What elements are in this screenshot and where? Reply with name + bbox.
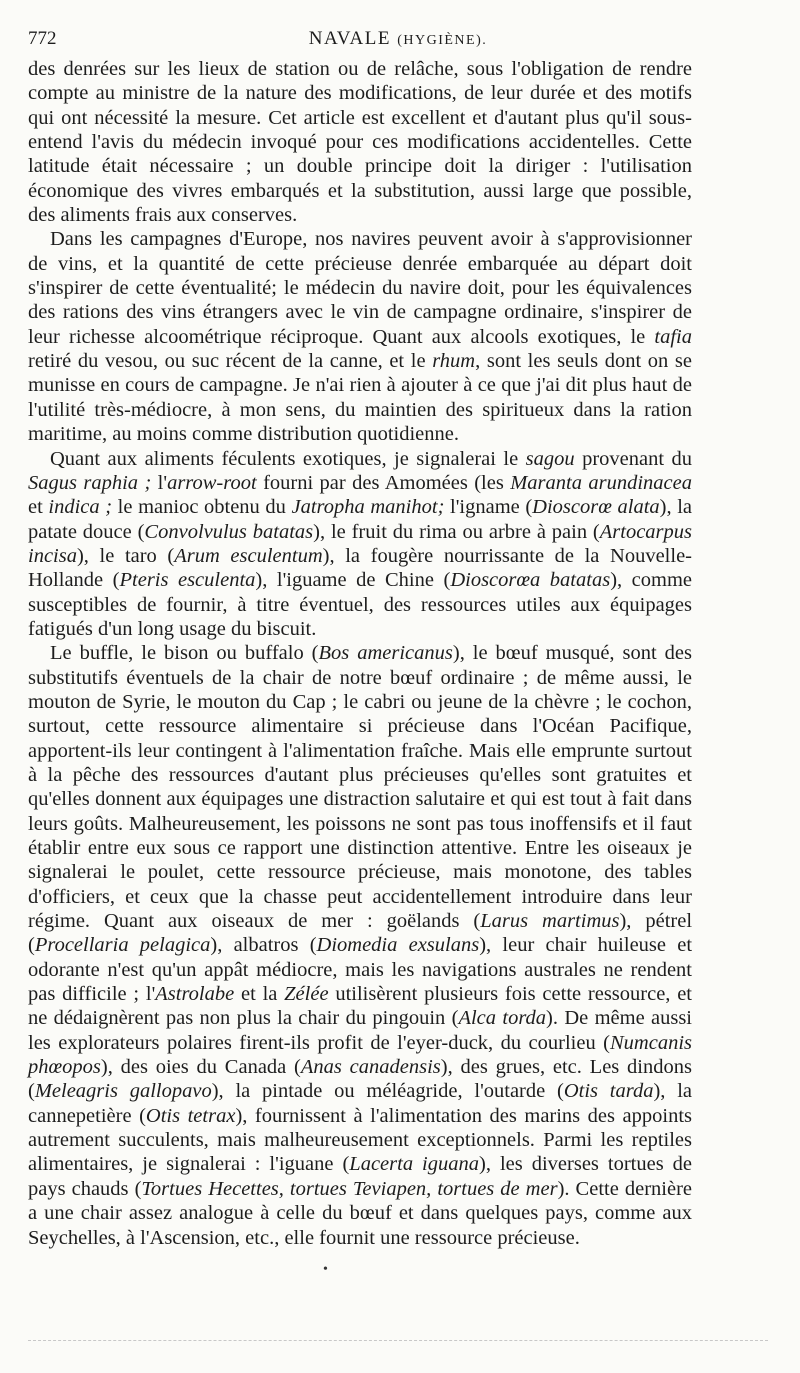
text-run: ), le fruit du rima ou arbre à pain ( [313,520,600,543]
text-run: ), le bœuf musqué, sont des substitutifs éventuels de la chair de notre bœuf ordinaire ; de même aussi, le mouton de Syrie, le mouton du Cap ; le cabri ou jeune de la chèvre ; le cochon, surtout, cette ressource alimentaire si précieuse dans l'Océan Pacifique, apportent-ils leur contingent à l'alimentation fraîche. Mais elle emprunte surtout à la pêche des ressources d'autant plus précieuses qu'elles sont gratuites et qu'elles donnent aux équipages une distraction salutaire et qui est tout à fait dans leurs goûts. Malheureusement, les poissons ne sont pas tous inoffensifs et il faut établir entre eux sous ce rapport une distinction attentive. Entre les oiseaux je signalerai le poulet, cette ressource précieuse, mais monotone, des tables d'officiers, et ceux que la chasse peut accidentellement introduire dans leur régime. Quant aux oiseaux de mer : goëlands ( [28,642,692,933]
text-run: ), des oies du Canada ( [100,1056,301,1079]
scan-artifact-line [28,1340,768,1341]
paragraph [28,447,692,642]
italic-term: Arum esculentum [174,544,323,567]
italic-term: Convolvulus batatas [144,520,314,543]
text-run: ). Cette dernière a une chair assez analogue à celle du bœuf et dans quelques pays, comme aux Seychelles, à l'Ascension, etc., elle fournit une ressource précieuse. [28,1177,692,1249]
text-run: l'igname ( [444,496,533,519]
italic-term: tafia [654,325,692,348]
text-run: ), les diverses tortues de pays chauds ( [28,1153,693,1200]
italic-term: Lacerta iguana [349,1153,480,1176]
paragraph [28,641,692,1250]
text-run: retiré du vesou, ou suc récent de la canne, et le [28,350,433,373]
paragraph [28,227,692,446]
text-run: ), fournissent à l'alimentation des marins des appoints autrement succulents, mais malheureusement exceptionnels. Parmi les reptiles alimentaires, je signalerai : l'iguane ( [28,1104,692,1176]
text-run: l' [151,471,168,494]
text-run: ), leur chair huileuse et odorante n'est qu'un appât médiocre, mais les navigations australes ne rendent pas difficile ; l' [28,934,693,1006]
text-run: ), le taro ( [76,544,175,567]
text-run: ), albatros ( [210,934,317,957]
italic-term: sagou [525,447,575,470]
page-header [28,28,768,56]
italic-term: Artocarpus incisa [28,520,692,567]
text-run: et [28,496,49,519]
italic-term: Numcanis phœopos [28,1031,692,1079]
italic-term: Jatropha manihot; [291,496,445,519]
italic-term: Procellaria pelagica [34,934,211,957]
italic-term: Alca torda [458,1007,547,1030]
italic-term: Bos americanus [318,642,453,665]
running-title-sub: (HYGIÈNE). [397,33,488,48]
italic-term: Otis tarda [563,1080,654,1103]
italic-term: Zélée [284,983,329,1006]
text-run: , sont les seuls dont on se munisse en cours de campagne. Je n'ai rien à ajouter à ce que j'ai dit plus haut de l'utilité très-médiocre, à mon sens, du maintien des spiritueux dans la ration maritime, au moins comme distribution quotidienne. [28,350,693,446]
text-run: ), des grues, etc. Les dindons ( [28,1056,692,1103]
italic-term: Maranta arundinacea [510,471,692,494]
italic-term: Dioscorœ alata [532,496,660,519]
italic-term: Sagus raphia ; [28,471,152,494]
italic-term: Dioscorœa batatas [450,569,611,592]
text-run: le manioc obtenu du [112,496,292,519]
text-run: ), pétrel ( [28,910,693,957]
text-run: ), la pintade ou méléagride, l'outarde ( [211,1080,564,1103]
italic-term: Astrolabe [155,983,235,1006]
text-run: Dans les campagnes d'Europe, nos navires peuvent avoir à s'approvisionner de vins, et la quantité de cette précieuse denrée embarquée au départ doit s'inspirer de cette éventualité; le médecin du navire doit, pour les équivalences des rations des vins étrangers avec le vin de campagne ordinaire, s'inspirer de leur richesse alcoométrique réciproque. Quant aux alcools exotiques, le [28,228,692,348]
text-run: ), la patate douce ( [28,496,693,543]
italic-term: Pteris esculenta [119,569,256,592]
text-run: ), l'iguame de Chine ( [255,569,451,592]
text-run: et la [234,983,285,1006]
footer-mark: • [323,1262,328,1277]
running-title-main: NAVALE [308,28,391,49]
italic-term: Larus martimus [480,910,620,933]
italic-term: Anas canadensis [300,1056,441,1079]
text-run: fourni par des Amomées (les [256,471,511,494]
text-run: ), la cannepetière ( [28,1080,692,1127]
text-run: provenant du [574,447,692,470]
page-number: 772 [28,28,57,49]
text-run: Le buffle, le bison ou buffalo ( [50,642,319,665]
text-run: ). De même aussi les explorateurs polaires firent-ils profit de l'eyer-duck, du courlieu ( [28,1007,692,1054]
text-run: ), la fougère nourrissante de la Nouvelle-Hollande ( [28,544,692,592]
italic-term: Diomedia exsulans [316,934,480,957]
text-run: utilisèrent plusieurs fois cette ressource, et ne dédaignèrent pas non plus la chair du pingouin ( [28,983,692,1030]
italic-term: Meleagris gallopavo [34,1080,212,1103]
text-run: Quant aux aliments féculents exotiques, je signalerai le [50,447,526,470]
italic-term: arrow-root [167,471,257,494]
italic-term: Otis tetrax [145,1104,236,1127]
text-run: ), comme susceptibles de fournir, à titre éventuel, des ressources utiles aux équipages fatigués d'un long usage du biscuit. [28,569,692,640]
running-title [28,28,768,50]
paragraph [28,57,692,227]
text-run: des denrées sur les lieux de station ou de relâche, sous l'obligation de rendre compte au ministre de la nature des modifications, de leur durée et des motifs qui ont nécessité la mesure. Cet article est excellent et d'autant plus qu'il sous-entend l'avis du médecin invoqué pour ces modifications accidentelles. Cette latitude était nécessaire ; un double principe doit la diriger : l'utilisation économique des vivres embarqués et la substitution, aussi large que possible, des aliments frais aux conserves. [28,58,692,227]
italic-term: indica ; [48,496,113,519]
italic-term: rhum [432,350,476,373]
body-text [28,57,692,1250]
italic-term: Tortues Hecettes, tortues Teviapen, tortues de mer [141,1177,558,1200]
